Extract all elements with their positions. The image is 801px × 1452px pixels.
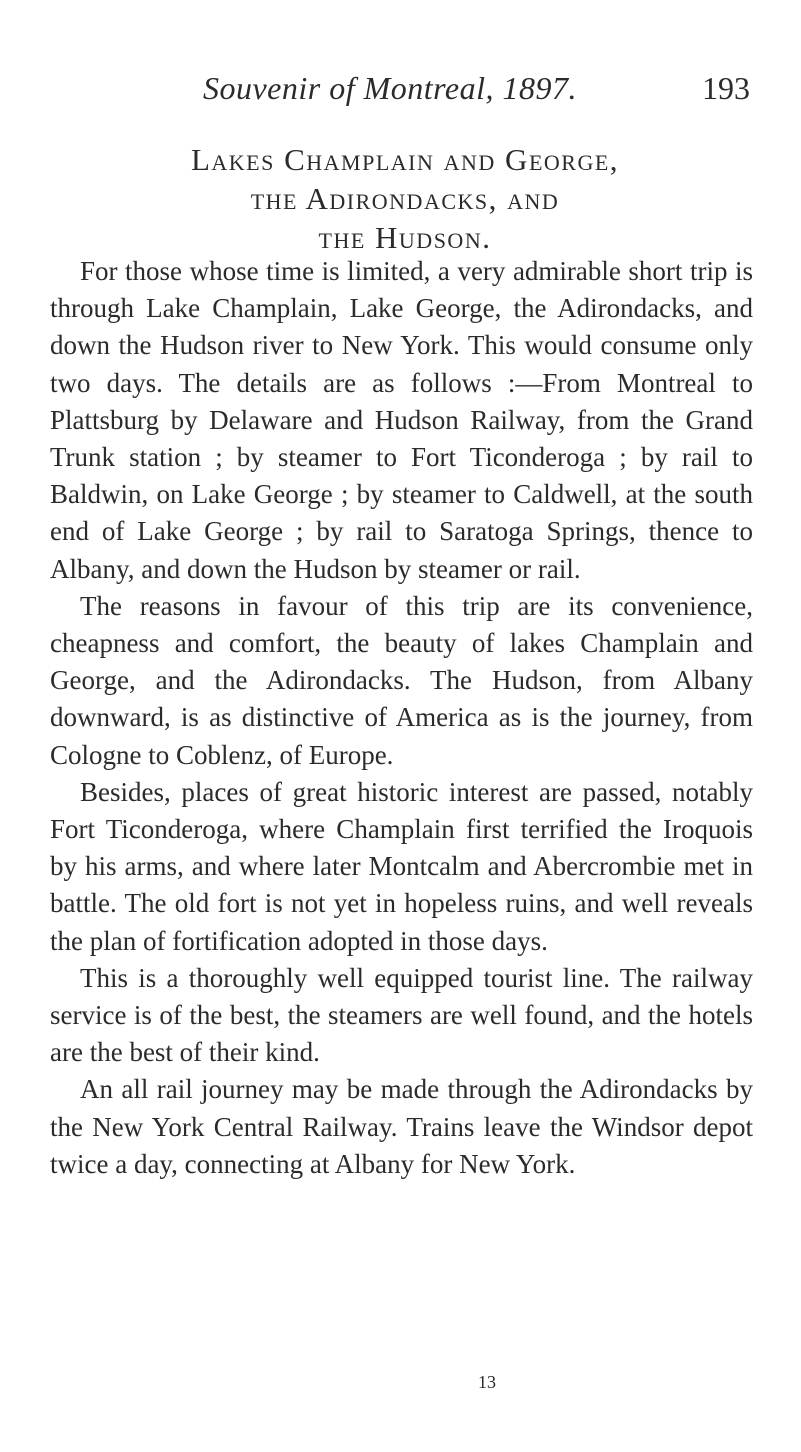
heading-line-1: Lakes Champlain and George,	[190, 142, 620, 177]
heading-line-3: the Hudson.	[318, 220, 492, 255]
running-head	[0, 64, 801, 114]
paragraph-rail-journey: An all rail journey may be made through the Adirondacks by the New York Central Railway. Trains leave the Windsor depot twice a day, connecting at Albany for New York.	[50, 1074, 753, 1179]
body-text	[50, 253, 753, 1183]
heading-line-2: the Adirondacks, and	[250, 181, 560, 216]
paragraph-routes: For those whose time is limited, a very admirable short trip is through Lake Champlain, Lake George, the Adirondacks, and down the Hudson river to New York. This would consume only two days. The details are as follows :—From Montreal to Plattsburg by Delaware and Hudson Railway, from the Grand Trunk station ; by steamer to Fort Ticonderoga ; by rail to Baldwin, on Lake George ; by steamer to Caldwell, at the south end of Lake George ; by rail to Saratoga Springs, thence to Albany, and down the Hudson by steamer or rail.	[50, 256, 753, 584]
paragraph-historic: Besides, places of great historic interest are passed, notably Fort Ticonderoga, where Champlain first terrified the Iroquois by his arms, and where later Montcalm and Abercrombie met in battle. The old fort is not yet in hopeless ruins, and well reveals the plan of fortification adopted in those days.	[50, 776, 753, 956]
page-number: 193	[702, 70, 750, 106]
running-title: Souvenir of Montreal, 1897.	[202, 70, 578, 106]
paragraph-reasons: The reasons in favour of this trip are its convenience, cheapness and comfort, the beauty of lakes Champlain and George, and the Adirondacks. The Hudson, from Albany downward, is as distinctive of America as is the journey, from Cologne to Coblenz, of Europe.	[50, 590, 753, 770]
section-heading	[60, 140, 750, 257]
paragraph-tourist-line: This is a thoroughly well equipped tourist line. The railway service is of the best, the steamers are well found, and the hotels are the best of their kind.	[50, 962, 753, 1068]
signature-mark: 13	[478, 1372, 496, 1392]
